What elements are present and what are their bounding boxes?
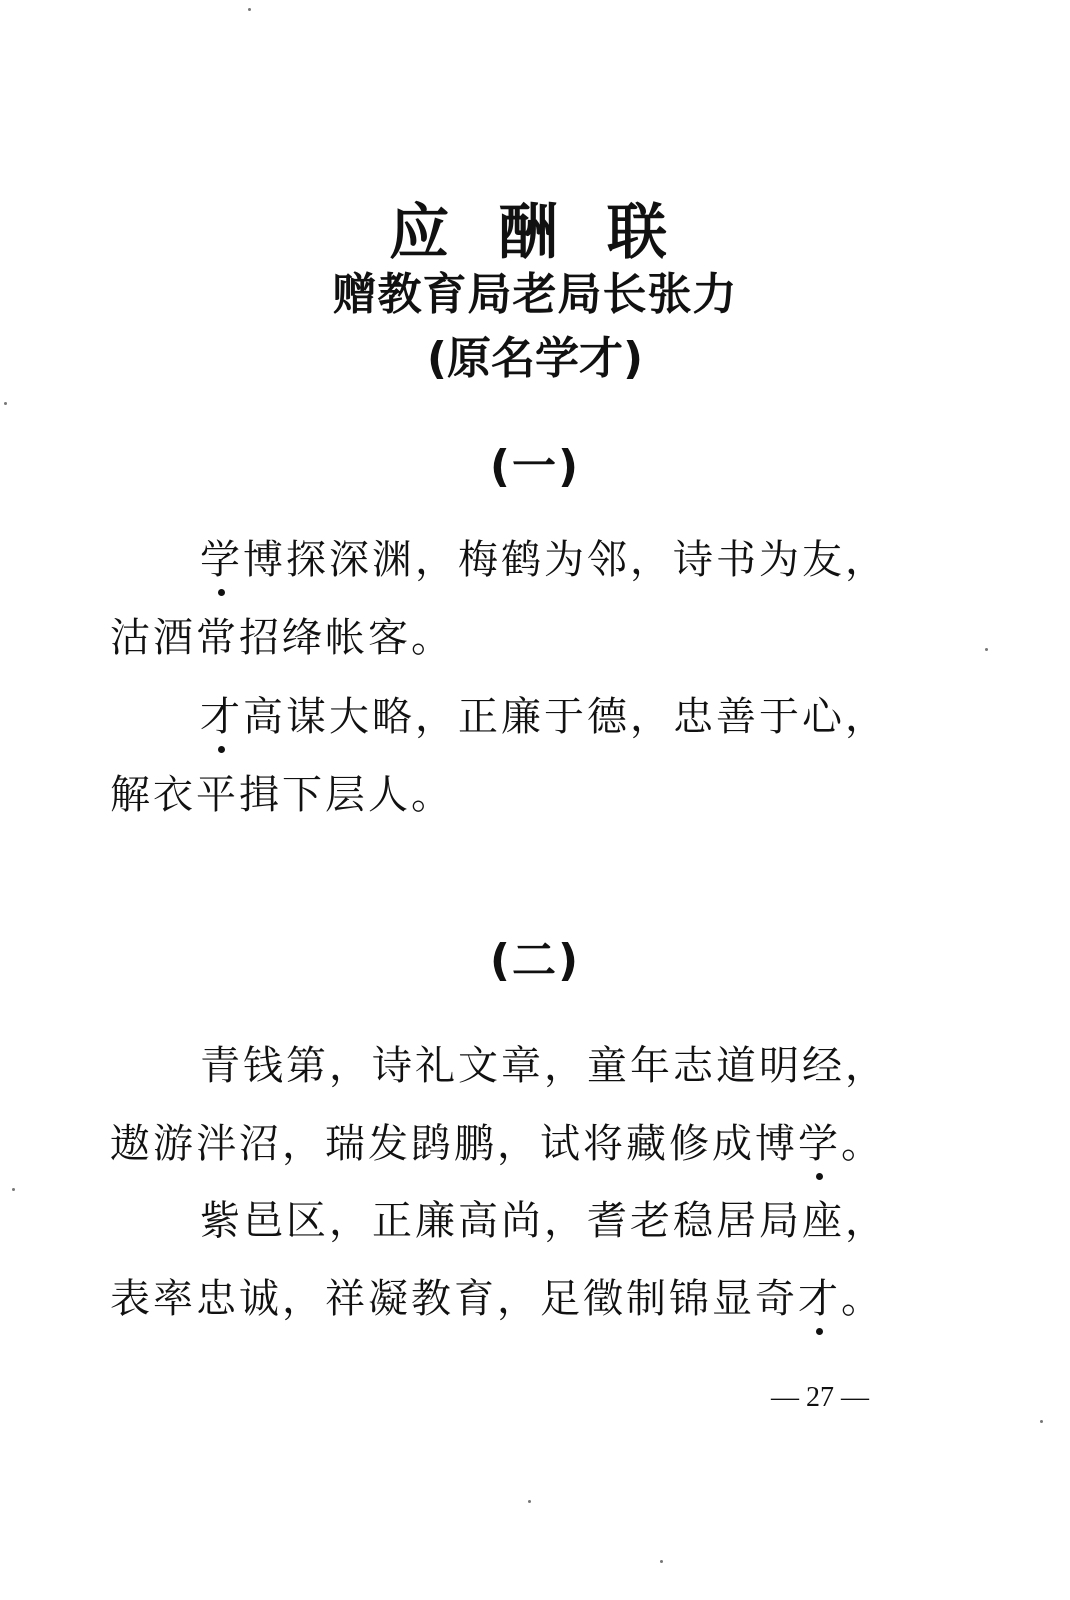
scan-speck	[985, 648, 988, 651]
verse-text: 表率忠诚，祥凝教育，足徵制锦显奇	[110, 1276, 798, 1322]
verse-text: 高谋大略，正廉于德，忠善于心，	[243, 694, 888, 740]
emphasis-char: 学	[200, 537, 243, 583]
verse-line: 紫邑区，正廉高尚，耆老稳居局座，	[200, 1198, 888, 1244]
original-name: (原名学才)	[426, 333, 644, 384]
verse-line	[110, 1121, 930, 1167]
scan-speck	[12, 1188, 15, 1191]
verse-text: 博探深渊，梅鹤为邻，诗书为友，	[243, 537, 888, 583]
verse-line: 解衣平揖下层人。	[110, 772, 454, 818]
verse-line	[200, 694, 1020, 740]
section-heading-1: (一)	[489, 441, 581, 492]
section-heading-2: (二)	[489, 935, 581, 986]
verse-text: 。	[841, 1121, 884, 1167]
page-title: 应 酬 联	[389, 198, 681, 268]
scan-speck	[528, 1500, 531, 1503]
page-number: — 27 —	[771, 1382, 869, 1413]
scan-speck	[1040, 1420, 1043, 1423]
emphasis-char: 学	[798, 1121, 841, 1167]
scan-speck	[660, 1560, 663, 1563]
verse-line	[110, 1276, 930, 1322]
verse-text: 遨游泮沼，瑞发鹍鹏，试将藏修成博	[110, 1121, 798, 1167]
verse-line: 沽酒常招绛帐客。	[110, 615, 454, 661]
verse-line	[200, 537, 1020, 583]
scan-speck	[4, 402, 7, 405]
scan-speck	[248, 8, 251, 11]
subtitle: 赠教育局老局长张力	[332, 269, 738, 320]
verse-line: 青钱第，诗礼文章，童年志道明经，	[200, 1043, 888, 1089]
emphasis-char: 才	[798, 1276, 841, 1322]
emphasis-char: 才	[200, 694, 243, 740]
verse-text: 。	[841, 1276, 884, 1322]
